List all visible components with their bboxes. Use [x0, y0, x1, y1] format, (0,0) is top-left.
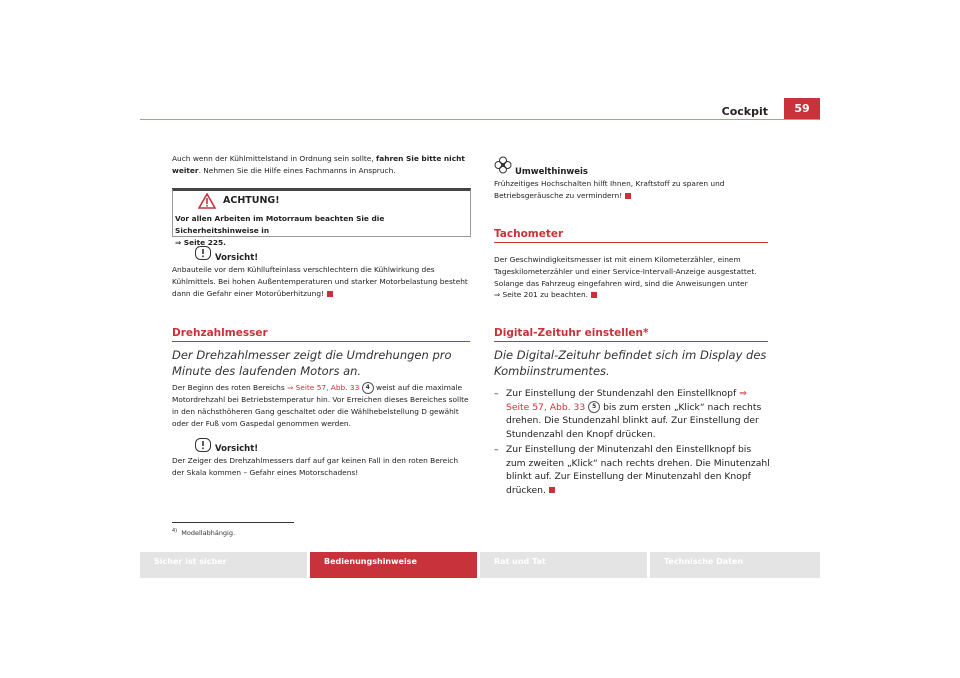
end-mark [327, 291, 333, 297]
vorsicht-text-2: Der Zeiger des Drehzahlmessers darf auf gar keinen Fall in den roten Bereich der Skala kommen – Gefahr eines Motorschadens! [172, 456, 459, 477]
intro-emphasis: fahren Sie bitte nicht weiter [172, 154, 465, 175]
achtung-ref: ⇒ Seite 225. [175, 237, 226, 247]
umwelt-text: Frühzeitiges Hochschalten hilft Ihnen, Kraftstoff zu sparen und Betriebsgeräusche zu vermindern! [494, 179, 725, 200]
intro-text: Auch wenn der Kühlmittelstand in Ordnung sein sollte, [172, 154, 377, 163]
warning-triangle-icon [198, 193, 216, 213]
end-mark [625, 193, 631, 199]
section-rule [494, 242, 768, 243]
tacho-paragraph [494, 254, 768, 301]
end-mark [591, 292, 597, 298]
footnote-rule [172, 522, 294, 523]
step-1-text-a: Zur Einstellung der Stundenzahl den Einstellknopf [506, 388, 740, 399]
step-1 [506, 387, 772, 441]
vorsicht-text-1: Anbauteile vor dem Kühllufteinlass verschlechtern die Kühlwirkung des Kühlmittels. Bei hohen Außentemperaturen und starker Motorbelastung besteht dann die Gefahr einer Motorüberhitzung! [172, 265, 468, 298]
step-1-text-b: bis zum ersten „Klick“ nach rechts drehen. Die Stundenzahl blinkt auf. Zur Einstellung der Stundenzahl den Knopf drücken. [506, 401, 762, 440]
drehzahl-paragraph [172, 382, 472, 429]
section-heading-drehzahlmesser: Drehzahlmesser [172, 327, 268, 339]
footer-tab-technische-daten[interactable]: Technische Daten [650, 552, 820, 578]
step-2-text: Zur Einstellung der Minutenzahl den Einstellknopf bis zum zweiten „Klick“ nach rechts drehen. Die Minutenzahl blinkt auf. Zur Einstellung der Minutenzahl den Knopf drücken. [506, 444, 770, 496]
vorsicht-title-2: Vorsicht! [215, 444, 259, 454]
flower-icon [494, 156, 512, 178]
umwelt-title: Umwelthinweis [515, 167, 588, 177]
chapter-title: Cockpit [721, 105, 768, 118]
uhr-subtitle: Die Digital-Zeituhr befindet sich im Display des Kombiinstrumentes. [494, 348, 767, 378]
achtung-body: Vor allen Arbeiten im Motorraum beachten Sie die Sicherheitshinweise in [175, 214, 385, 235]
intro-paragraph [172, 153, 472, 177]
section-rule [172, 341, 470, 342]
drehzahl-subtitle: Der Drehzahlmesser zeigt die Umdrehungen pro Minute des laufenden Motors an. [172, 348, 452, 378]
step-1-link[interactable]: ⇒ Seite 57, Abb. 33 [506, 388, 747, 413]
section-heading-digital-zeituhr: Digital-Zeituhr einstellen* [494, 327, 649, 339]
footnote-mark: 4) [172, 528, 178, 534]
end-mark [549, 487, 555, 493]
footnote-text: Modellabhängig. [181, 529, 236, 538]
step-2 [506, 443, 772, 497]
step-dash: – [494, 388, 499, 399]
caution-icon [195, 437, 211, 456]
achtung-box [172, 188, 471, 247]
intro-text-end: . Nehmen Sie die Hilfe eines Fachmanns in Anspruch. [198, 165, 396, 175]
vorsicht-paragraph-1 [172, 264, 472, 299]
section-heading-tachometer: Tachometer [494, 228, 564, 240]
callout-badge: 4 [362, 382, 374, 394]
drehzahl-text-a: Der Beginn des roten Bereichs [172, 383, 288, 392]
tacho-text-1: Der Geschwindigkeitsmesser ist mit einem Kilometerzähler, einem Tageskilometerzähler und einer Service-Intervall-Anzeige ausgestattet. [494, 255, 757, 276]
tacho-text-2: Solange das Fahrzeug eingefahren wird, sind die Anweisungen unter [494, 278, 748, 288]
drehzahl-text-b: weist auf die maximale Motordrehzahl bei Betriebstemperatur hin. Vor Erreichen dieses Bereiches sollte in den nächsthöheren Gang geschaltet oder die Wählhebelstellung D gewählt oder der Fuß vom Gaspedal genommen werden. [172, 383, 469, 428]
header-rule [140, 119, 820, 120]
section-rule [494, 341, 768, 342]
drehzahl-link[interactable]: ⇒ Seite 57, Abb. 33 [287, 383, 360, 392]
footer-tab-rat-und-tat[interactable]: Rat und Tat [480, 552, 647, 578]
caution-icon [195, 245, 211, 264]
footnote [172, 528, 235, 537]
tacho-text-3: ⇒ Seite 201 zu beachten. [494, 290, 588, 300]
footer-tab-bedienungshinweise[interactable]: Bedienungshinweise [310, 552, 477, 578]
step-dash: – [494, 444, 499, 455]
vorsicht-paragraph-2 [172, 455, 472, 479]
footer-tab-sicher[interactable]: Sicher ist sicher [140, 552, 307, 578]
achtung-title: ACHTUNG! [223, 195, 280, 206]
achtung-text [175, 213, 467, 248]
vorsicht-title-1: Vorsicht! [215, 253, 259, 263]
umwelt-paragraph [494, 178, 768, 202]
page-number: 59 [784, 98, 820, 120]
callout-badge: 5 [588, 401, 600, 413]
